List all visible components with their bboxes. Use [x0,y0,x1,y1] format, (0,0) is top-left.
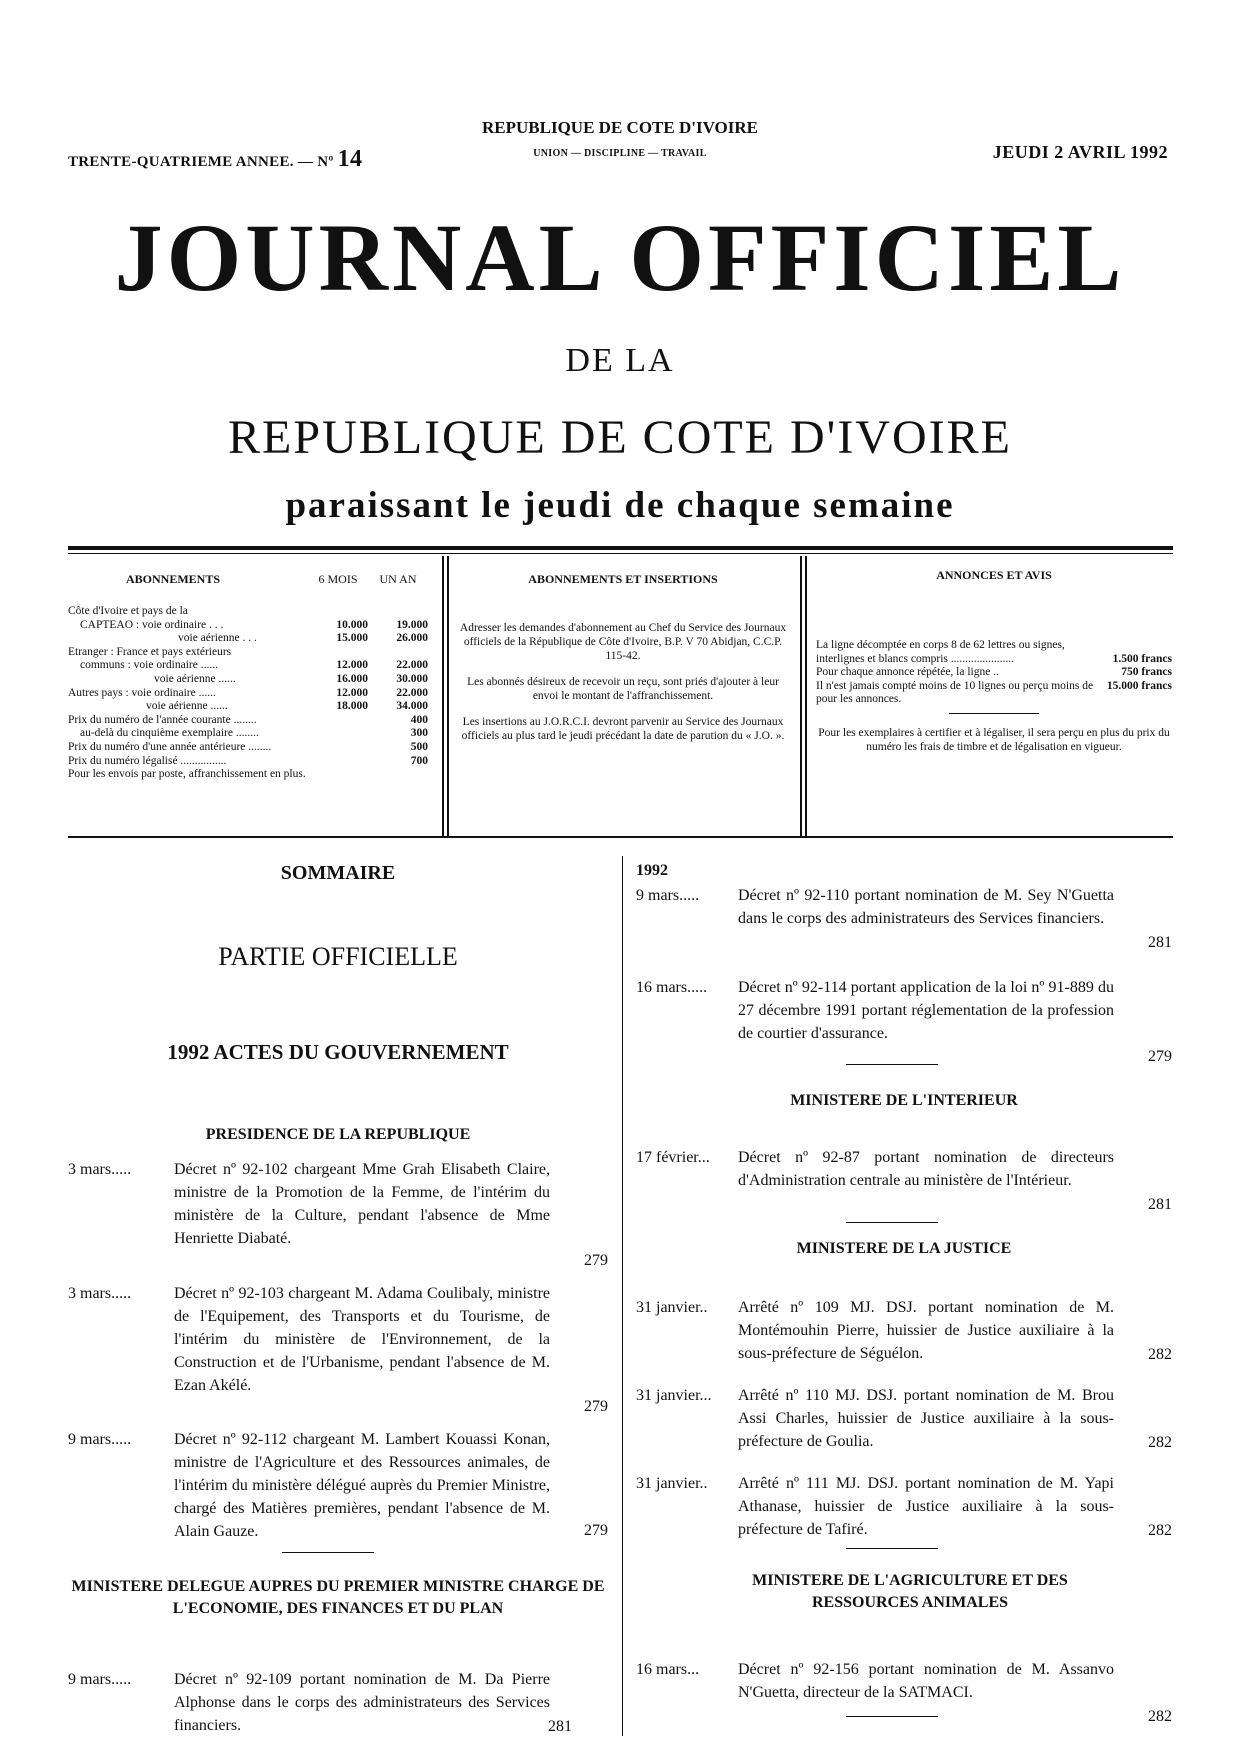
entry-date: 9 mars..... [68,1671,132,1688]
table-row: au-delà du cinquième exemplaire ........ 300 [80,727,428,740]
abonnements-heading: ABONNEMENTS [126,572,221,586]
entry-page: 282 [1148,1434,1172,1451]
republic-title: REPUBLIQUE DE COTE D'IVOIRE [228,411,1012,464]
entry-text: Décret nº 92-110 portant nomination de M. Sey N'Guetta dans le corps des administrateurs des Services financiers. [738,887,1114,927]
annonce-prix: 15.000 francs [1106,679,1172,692]
entry-text: Décret nº 92-103 chargeant M. Adama Coulibaly, ministre de l'Equipement, des Transports et du Tourisme, de l'intérim du ministère de l'Environnement, de la Construction et de l'Urbanisme, pendant l'absence de M. Ezan Akélé. [174,1285,550,1394]
entry-text: Décret nº 92-156 portant nomination de M. Assanvo N'Guetta, directeur de la SATMACI. [738,1661,1114,1701]
table-row: Prix du numéro d'une année antérieure ........ 500 [68,740,428,753]
entry-text: Décret nº 92-109 portant nomination de M. Da Pierre Alphonse dans le corps des administrateurs des Services financiers. [174,1671,550,1734]
annonces-heading: ANNONCES ET AVIS [936,568,1052,582]
table-row: voie aérienne ...... 18.000 34.000 [146,700,428,713]
abonnements-table [68,605,428,782]
entry-page: 282 [1148,1708,1172,1725]
entry-date: 3 mars..... [68,1161,132,1178]
table-row: Autres pays : voie ordinaire ...... 12.000 22.000 [68,686,428,699]
boxes-bottom-rule [68,836,1173,838]
entry-page: 282 [1148,1346,1172,1363]
entry-text: Arrêté nº 110 MJ. DSJ. portant nomination de M. Brou Assi Charles, huissier de Justice auxiliaire à la sous-préfecture de Goulia. [738,1387,1114,1450]
annonce-row [816,666,1172,680]
entry-text: Décret nº 92-102 chargeant Mme Grah Elisabeth Claire, ministre de la Promotion de la Femme, de l'intérim du ministère de la Culture, pendant l'absence de Mme Henriette Diabaté. [174,1161,550,1247]
section-heading: MINISTERE DE L'AGRICULTURE ET DES RESSOURCES ANIMALES [752,1572,1068,1611]
box-divider [447,556,449,838]
entry-date: 17 février... [636,1149,710,1166]
table-row: voie aérienne . . . 15.000 26.000 [178,632,428,645]
annonces-box [816,568,1172,754]
list-item [68,1282,608,1418]
separator [949,713,1039,714]
entry-date: 16 mars..... [636,979,708,996]
entry-page: 281 [548,1718,572,1735]
table-row: Pour les envois par poste, affranchissement en plus. [68,768,306,781]
box-divider [442,556,444,838]
box-divider [805,556,807,838]
journal-title: JOURNAL OFFICIEL [114,204,1126,311]
annee-numero [68,146,362,173]
annonce-repetee: Pour chaque annonce répétée, la ligne .. [816,666,999,679]
list-item [636,1384,1172,1454]
entry-page: 279 [584,1252,608,1269]
actes-title: 1992 ACTES DU GOUVERNEMENT [167,1040,509,1064]
list-item [636,1296,1172,1366]
annonce-prix: 1.500 francs [1112,652,1172,665]
insertions-p3: Les insertions au J.O.R.C.I. devront parvenir au Service des Journaux officiels au plus tard le jeudi précédant la date de parution du « J.O. ». [461,716,785,742]
box-divider [800,556,802,838]
entry-page: 279 [584,1398,608,1415]
insertions-p1: Adresser les demandes d'abonnement au Chef du Service des Journaux officiels de la République de Côte d'Ivoire, B.P. V 70 Abidjan, C.C.P. 115-42. [459,622,787,662]
table-row: Prix du numéro légalisé ................ 700 [68,754,428,767]
de-la: DE LA [565,342,675,379]
entry-date: 16 mars... [636,1661,700,1678]
annonce-ligne: La ligne décomptée en corps 8 de 62 lettres ou signes, interlignes et blancs compris ...................... [816,639,1065,665]
annee-label: TRENTE-QUATRIEME ANNEE. — Nº [68,154,334,170]
parution-line: paraissant le jeudi de chaque semaine [285,485,955,526]
separator [846,1716,938,1717]
insertions-heading: ABONNEMENTS ET INSERTIONS [528,572,718,586]
right-year: 1992 [636,862,668,879]
table-row: Côte d'Ivoire et pays de la [68,605,188,617]
insertions-box [456,572,790,743]
entry-date: 31 janvier.. [636,1299,708,1316]
entry-date: 9 mars..... [636,887,700,904]
section-heading: MINISTERE DE LA JUSTICE [796,1240,1012,1257]
national-motto: UNION — DISCIPLINE — TRAVAIL [533,148,707,159]
masthead-rule-thin [68,553,1173,554]
entry-page: 281 [1148,1196,1172,1213]
annonce-row [816,639,1172,666]
entry-text: Décret nº 92-112 chargeant M. Lambert Kouassi Konan, ministre de l'Agriculture et des Ressources animales, de l'intérim du ministère délégué auprès du Premier Ministre, chargé des Matières premières, pendant l'absence de M. Alain Gauze. [174,1431,550,1540]
annonce-legalisation: Pour les exemplaires à certifier et à légaliser, il sera perçu en plus du prix du numéro les frais de timbre et de légalisation en vigueur. [818,726,1170,753]
entry-page: 281 [1148,934,1172,951]
list-item [636,976,1172,1068]
entry-date: 9 mars..... [68,1431,132,1448]
entry-date: 3 mars..... [68,1285,132,1302]
annonce-prix: 750 francs [1121,666,1172,679]
partie-officielle: PARTIE OFFICIELLE [218,942,458,971]
list-item [636,1658,1172,1728]
entry-text: Décret nº 92-114 portant application de la loi nº 91-889 du 27 décembre 1991 portant réglementation de la profession de courtier d'assurance. [738,979,1114,1042]
entry-page: 279 [1148,1048,1172,1065]
insertions-p2: Les abonnés désireux de recevoir un reçu, sont priés d'ajouter à leur envoi le montant de l'affranchissement. [467,676,779,702]
table-row: CAPTEAO : voie ordinaire . . . 10.000 19.000 [80,618,428,631]
annonce-minimum: Il n'est jamais compté moins de 10 lignes ou perçu moins de pour les annonces. [816,679,1094,706]
issue-date: JEUDI 2 AVRIL 1992 [992,142,1168,162]
republic-header [440,118,800,159]
separator [846,1548,938,1549]
entry-date: 31 janvier... [636,1387,712,1404]
list-item [68,1158,608,1272]
separator [846,1064,938,1065]
issue-number: 14 [337,146,363,172]
entry-text: Décret nº 92-87 portant nomination de directeurs d'Administration centrale au ministère de l'Intérieur. [738,1149,1114,1189]
column-divider [622,856,623,1736]
table-row: communs : voie ordinaire ...... 12.000 22.000 [80,659,428,672]
list-item [636,1472,1172,1542]
separator [846,1222,938,1223]
entry-page: 282 [1148,1522,1172,1539]
section-heading: PRESIDENCE DE LA REPUBLIQUE [205,1126,471,1143]
entry-date: 31 janvier.. [636,1475,708,1492]
list-item [68,1428,608,1542]
table-row: Etranger : France et pays extérieurs [68,645,232,658]
entry-page: 279 [584,1522,608,1539]
table-row: voie aérienne ...... 16.000 30.000 [154,672,428,685]
table-row: Prix du numéro de l'année courante ........ 400 [68,713,428,726]
abonnements-box [68,572,428,782]
col-6mois: 6 MOIS [318,572,358,586]
list-item [636,884,1172,954]
masthead-rule [68,546,1173,550]
col-unan: UN AN [379,572,417,586]
list-item [68,1668,608,1738]
abonnements-header [68,572,428,587]
entry-text: Arrêté nº 111 MJ. DSJ. portant nomination de M. Yapi Athanase, huissier de Justice auxiliaire à la sous-préfecture de Tafiré. [738,1475,1114,1538]
section-heading: MINISTERE DE L'INTERIEUR [790,1092,1018,1109]
separator [282,1552,374,1553]
annonce-row [816,680,1172,707]
republic-name: REPUBLIQUE DE COTE D'IVOIRE [482,118,758,137]
section-heading: MINISTERE DELEGUE AUPRES DU PREMIER MINISTRE CHARGE DE L'ECONOMIE, DES FINANCES ET DU PLAN [71,1578,605,1617]
list-item [636,1146,1172,1216]
sommaire-title: SOMMAIRE [280,862,396,884]
entry-text: Arrêté nº 109 MJ. DSJ. portant nomination de M. Montémouhin Pierre, huissier de Justice auxiliaire à la sous-préfecture de Séguélon. [738,1299,1114,1362]
